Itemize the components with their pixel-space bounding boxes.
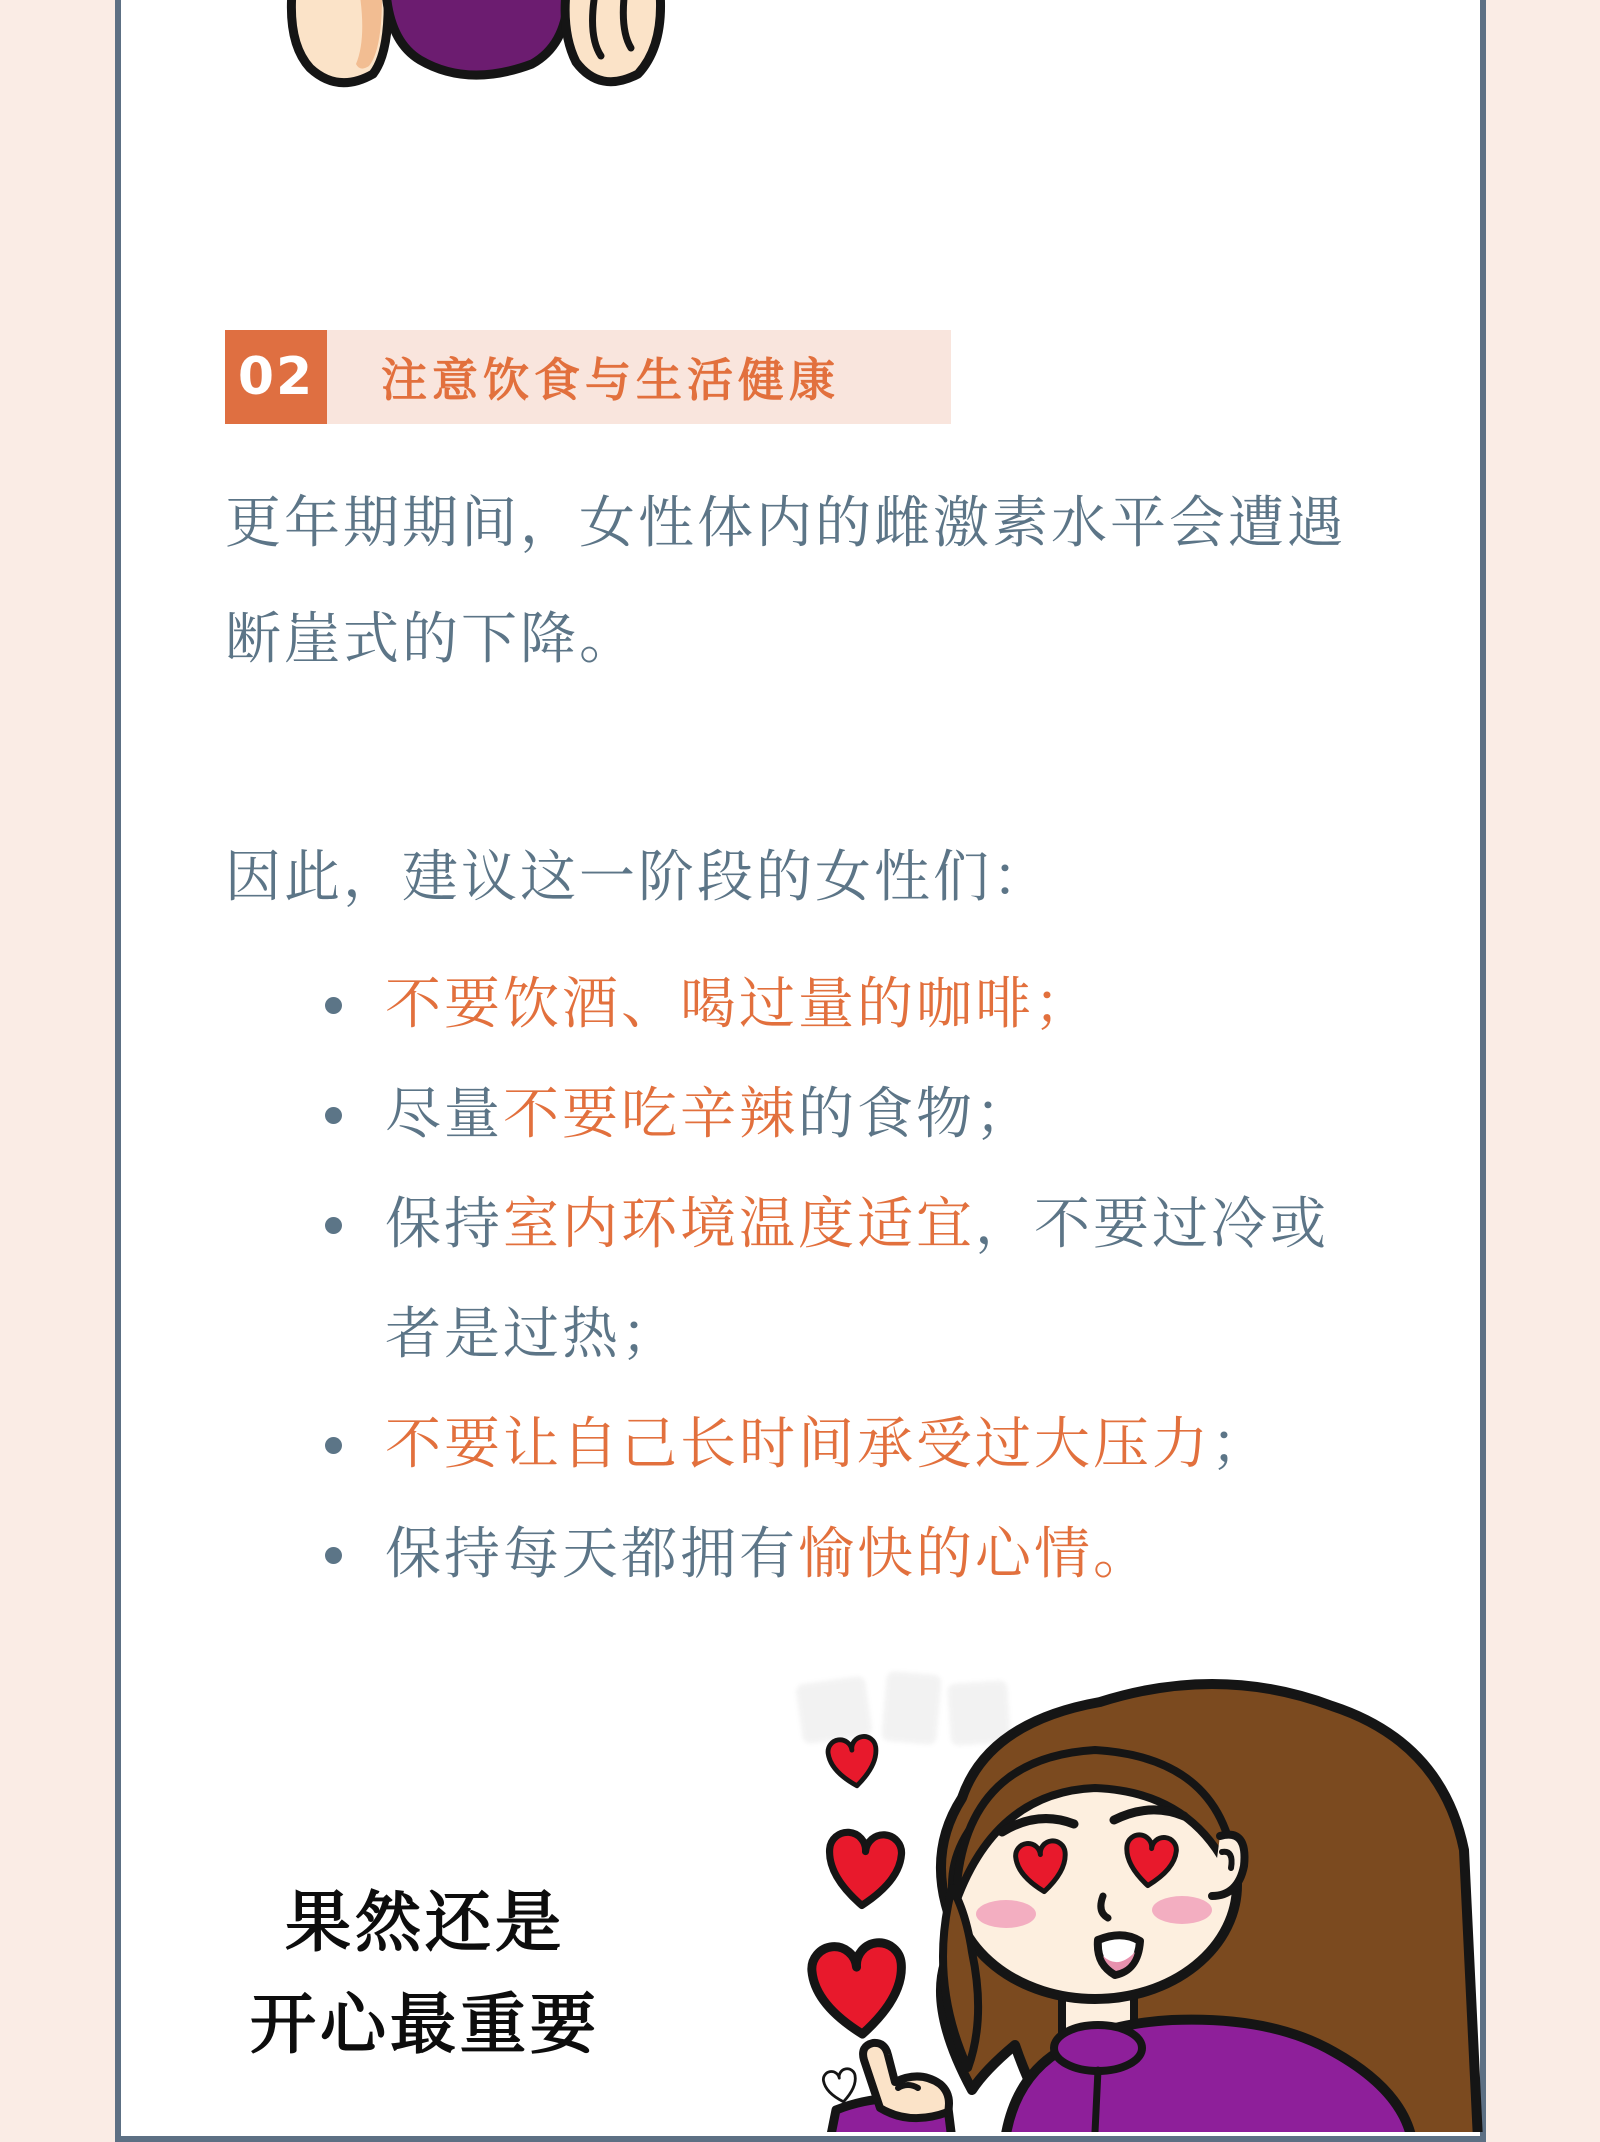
- woman-heart-eyes-illustration: [800, 1650, 1490, 2132]
- list-item: [225, 1390, 1415, 1500]
- thumb-line: [898, 2085, 918, 2088]
- suggestions-list: [225, 950, 1415, 1610]
- text-segment: 不要饮酒、喝过量的咖啡；: [385, 972, 1093, 1037]
- shirt-seam: [1095, 2070, 1098, 2132]
- text-segment: 室内环境温度适宜: [503, 1192, 975, 1257]
- sticker-caption-line-2: 开心最重要: [250, 1986, 600, 2063]
- finger-heart-hand: [863, 2043, 949, 2118]
- text-segment: ；: [1211, 1412, 1270, 1477]
- list-item: [225, 1170, 1415, 1390]
- sticker-caption-line-1: 果然还是: [285, 1884, 565, 1961]
- section-title: 注意饮食与生活健康: [381, 353, 840, 407]
- text-segment: 不要吃辛辣: [503, 1082, 798, 1147]
- text-segment: 保持: [385, 1192, 503, 1257]
- text-segment: 保持每天都拥有: [385, 1522, 798, 1587]
- sticker-caption: [235, 1872, 615, 2076]
- list-item: [225, 950, 1415, 1060]
- intro-line-1: 更年期期间，女性体内的雌激素水平会遭遇: [225, 491, 1346, 556]
- purple-shirt-fragment: [386, 0, 568, 75]
- finger-heart-icon: [822, 2067, 859, 2104]
- text-segment: 者是过热；: [385, 1302, 680, 1367]
- content-panel: [115, 0, 1486, 2142]
- panel-inner: [121, 0, 1480, 2140]
- floating-heart-small-icon: [826, 1735, 880, 1789]
- text-segment: 愉快的心情。: [798, 1522, 1152, 1587]
- text-segment: ，不要过冷或: [975, 1192, 1329, 1257]
- section-header: [225, 330, 951, 424]
- body-text: [225, 466, 1415, 1610]
- hand-shape: [565, 0, 660, 82]
- floating-heart-large-icon: [810, 1941, 907, 2038]
- section-number-badge: 02: [225, 330, 327, 424]
- text-segment: 不要让自己长时间承受过大压力: [385, 1412, 1211, 1477]
- blush-left: [976, 1900, 1036, 1928]
- blush-right: [1152, 1896, 1212, 1924]
- list-item: [225, 1060, 1415, 1170]
- advice-intro: 因此，建议这一阶段的女性们：: [225, 845, 1051, 910]
- top-illustration-fragment: [270, 0, 670, 112]
- intro-line-2: 断崖式的下降。: [225, 607, 638, 672]
- list-item: [225, 1500, 1415, 1610]
- floating-heart-medium-icon: [826, 1831, 903, 1908]
- text-segment: 的食物；: [798, 1082, 1034, 1147]
- text-segment: 尽量: [385, 1082, 503, 1147]
- collar: [1054, 2025, 1142, 2071]
